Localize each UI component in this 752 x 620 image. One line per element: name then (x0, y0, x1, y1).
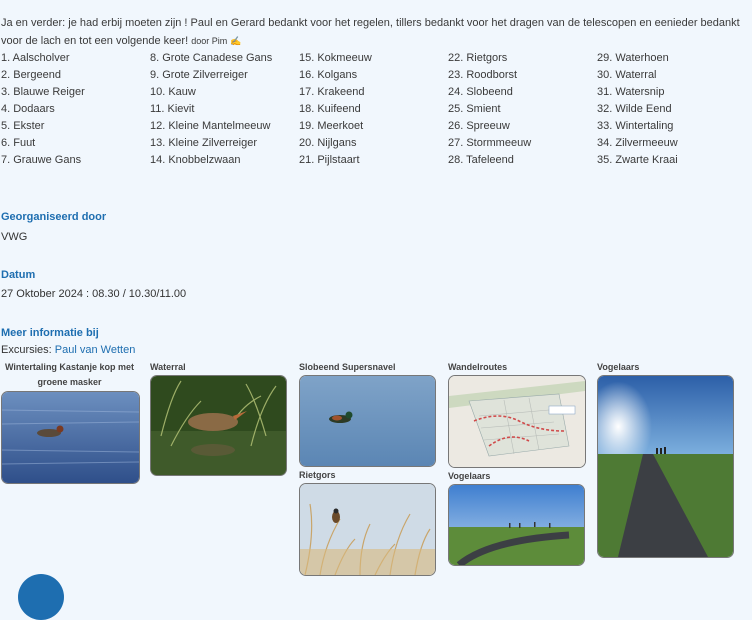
species-item: 7. Grauwe Gans (1, 154, 82, 166)
species-item: 12. Kleine Mantelmeeuw (150, 120, 271, 132)
info-label: Excursies: (1, 344, 55, 356)
caption-vogelaars-1: Vogelaars (597, 362, 640, 372)
species-item: 25. Smient (448, 103, 501, 115)
species-item: 14. Knobbelzwaan (150, 154, 241, 166)
species-item: 17. Krakeend (299, 86, 365, 98)
photo-vogelaars-2[interactable] (448, 484, 585, 566)
photo-wintertaling[interactable] (1, 391, 140, 484)
species-item: 10. Kauw (150, 86, 196, 98)
species-item: 8. Grote Canadese Gans (150, 52, 273, 64)
decorative-circle (18, 574, 64, 620)
organised-title: Georganiseerd door (1, 211, 107, 223)
caption-wintertaling: Wintertaling Kastanje kop met groene masker (5, 362, 134, 387)
photo-slobeend[interactable] (299, 375, 436, 467)
info-title: Meer informatie bij (1, 327, 99, 339)
species-item: 11. Kievit (150, 103, 195, 115)
caption-waterral: Waterral (150, 362, 186, 372)
intro-byline: door Pim (191, 36, 228, 46)
caption-wandelroutes: Wandelroutes (448, 362, 508, 372)
intro-text: Ja en verder: je had erbij moeten zijn ! Paul en Gerard bedankt voor het regelen, tillers bedankt voor het dragen van de telescopen en eenieder bedankt voor de lach en tot een volgende keer! (1, 17, 740, 47)
species-item: 3. Blauwe Reiger (1, 86, 85, 98)
species-item: 1. Aalscholver (1, 52, 70, 64)
species-item: 26. Spreeuw (448, 120, 510, 132)
species-item: 15. Kokmeeuw (299, 52, 372, 64)
species-item: 13. Kleine Zilverreiger (150, 137, 257, 149)
species-item: 6. Fuut (1, 137, 36, 149)
photo-wandelroutes[interactable] (448, 375, 586, 468)
species-item: 2. Bergeend (1, 69, 61, 81)
species-item: 16. Kolgans (299, 69, 358, 81)
species-item: 9. Grote Zilverreiger (150, 69, 248, 81)
species-item: 23. Roodborst (448, 69, 518, 81)
species-item: 21. Pijlstaart (299, 154, 360, 166)
species-item: 19. Meerkoet (299, 120, 364, 132)
species-item: 29. Waterhoen (597, 52, 669, 64)
caption-vogelaars-2: Vogelaars (448, 471, 491, 481)
date-value: 27 Oktober 2024 : 08.30 / 10.30/11.00 (1, 288, 187, 300)
writing-hand-icon: ✍ (230, 36, 242, 46)
species-item: 5. Ekster (1, 120, 45, 132)
info-line (1, 344, 135, 356)
species-item: 28. Tafeleend (448, 154, 514, 166)
photo-vogelaars-1[interactable] (597, 375, 734, 558)
species-item: 34. Zilvermeeuw (597, 137, 678, 149)
species-item: 31. Watersnip (597, 86, 665, 98)
caption-rietgors: Rietgors (299, 470, 336, 480)
species-item: 24. Slobeend (448, 86, 513, 98)
photo-waterral[interactable] (150, 375, 287, 476)
intro-paragraph (1, 14, 749, 50)
caption-slobeend: Slobeend Supersnavel (299, 362, 396, 372)
organised-value: VWG (1, 231, 28, 243)
species-item: 27. Stormmeeuw (448, 137, 532, 149)
date-title: Datum (1, 269, 36, 281)
species-item: 20. Nijlgans (299, 137, 357, 149)
species-item: 18. Kuifeend (299, 103, 361, 115)
species-item: 35. Zwarte Kraai (597, 154, 678, 166)
species-item: 22. Rietgors (448, 52, 508, 64)
photo-rietgors[interactable] (299, 483, 436, 576)
contact-link[interactable]: Paul van Wetten (54, 344, 136, 356)
species-item: 4. Dodaars (1, 103, 55, 115)
species-item: 32. Wilde Eend (597, 103, 672, 115)
species-item: 33. Wintertaling (597, 120, 674, 132)
species-item: 30. Waterral (597, 69, 657, 81)
